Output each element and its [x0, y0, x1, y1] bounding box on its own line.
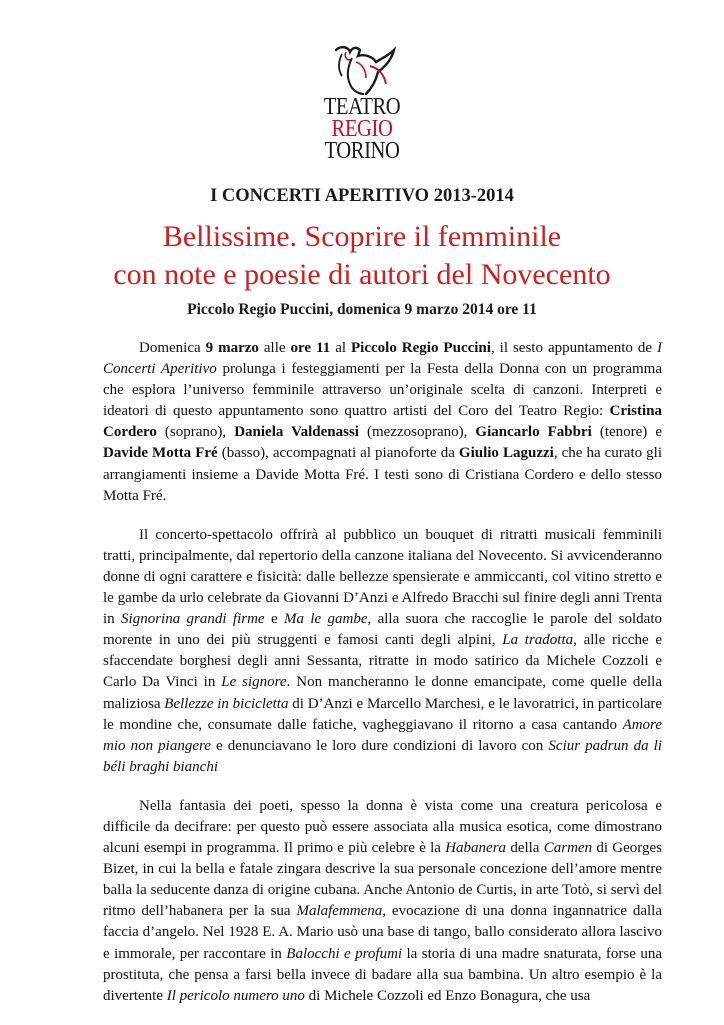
text-run: , alle ricche e sfaccendate borghesi degli anni Sessanta, ritratte in modo satirico da Michele Cozzoli e Carlo Da Vinci in	[103, 632, 662, 691]
bold-text: Piccolo Regio Puccini	[351, 340, 491, 356]
bull-emblem-icon	[322, 44, 402, 96]
italic-title: Amore mio non piangere	[103, 716, 662, 754]
title-line-1: Bellissime. Scoprire il femminile	[162, 220, 562, 253]
bold-text: ore 11	[290, 340, 331, 356]
text-run: (mezzosoprano),	[358, 424, 476, 441]
bold-text: Daniela Valdenassi	[234, 424, 359, 441]
italic-title: Balocchi e profumi	[286, 945, 403, 962]
bold-text: 9 marzo	[205, 340, 259, 356]
italic-title: Bellezze in bicicletta	[164, 695, 289, 712]
italic-title: Habanera	[445, 840, 507, 857]
logo-word-regio: REGIO	[331, 116, 393, 142]
text-run: alle	[258, 340, 291, 356]
paragraph-1	[103, 338, 662, 507]
text-run: di D’Anzi e Marcello Marchesi, e le lavoratrici, in particolare le mondine che, consumate dalle fatiche, vagheggiavano il ritorno a casa cantando	[103, 695, 663, 733]
text-run: , evocazione di una donna ingannatrice dalla faccia d’angelo. Nel 1928 E. A. Mario usò una base di tango, ballo considerato allora lascivo e immorale, per raccontare in	[103, 903, 662, 962]
venue-date-line: Piccolo Regio Puccini, domenica 9 marzo 2014 ore 11	[187, 301, 537, 318]
bold-text: Giancarlo Fabbri	[475, 424, 592, 441]
bold-text: Davide Motta Fré	[103, 445, 218, 462]
paragraph-3	[103, 796, 662, 1007]
text-run: . Non mancheranno le donne emancipate, come quelle della maliziosa	[103, 674, 663, 712]
italic-title: Sciur padrun da li béli braghi bianchi	[103, 737, 663, 775]
text-run: Il concerto-spettacolo offrirà al pubblico un bouquet di ritratti musicali femminili tratti, principalmente, dal repertorio della canzone italiana del Novecento. Si avvicenderanno donne di ogni carattere e fisicità: dalle bellezze spensierate e ammiccanti, col vitino stretto e le gambe da urlo celebrate da Giovanni D’Anzi e Alfredo Bracchi sul finire degli anni Trenta in	[103, 526, 662, 628]
text-run: prolunga i festeggiamenti per la Festa della Donna con un programma che esplora l’universo femminile attraverso un’originale scelta di canzoni. Interpreti e ideatori di questo appuntamento sono quattro artisti del Coro del Teatro Regio:	[103, 361, 662, 420]
text-run: , alla suora che raccoglie le parole del soldato morente in uno dei più struggenti e famosi canti degli alpini,	[103, 611, 662, 649]
text-run: della	[506, 840, 544, 857]
text-run: di Georges Bizet, in cui la bella e fatale zingara descrive la sua personale concezione dell’amore mentre balla la seducente danza di origine cubana. Anche Antonio de Curtis, in arte Totò, si servì del ritmo dell’habanera per la sua	[103, 840, 662, 920]
italic-title: La tradotta	[502, 632, 574, 649]
article-body	[103, 338, 662, 1025]
italic-title: Signorina grandi firme	[121, 611, 265, 628]
italic-title: Malafemmena	[296, 903, 383, 920]
logo-word-torino: TORINO	[324, 138, 400, 164]
text-run: Nella fantasia dei poeti, spesso la donna è vista come una creatura pericolosa e difficile da decifrare: per questo può essere associata alla musica esotica, come dimostrano alcuni esempi in programma. Il primo e più celebre è la	[103, 797, 662, 857]
logo-word-teatro: TEATRO	[323, 94, 401, 120]
text-run: al	[330, 340, 352, 356]
series-heading: I CONCERTI APERITIVO 2013-2014	[210, 186, 514, 206]
text-run: , il sesto appuntamento de	[490, 340, 658, 356]
teatro-regio-logo	[312, 44, 412, 162]
text-run: e	[264, 611, 284, 628]
text-run: di Michele Cozzoli ed Enzo Bonagura, che usa	[304, 987, 591, 1004]
text-run: la storia di una madre snaturata, forse una prostituta, che pensa a farsi bella invece di badare alla sua bambina. Un altro esempio è la divertente	[103, 945, 662, 1004]
bold-text: Giulio Laguzzi	[458, 445, 554, 462]
title-line-2: con note e poesie di autori del Novecento	[113, 258, 611, 291]
italic-title: I Concerti Aperitivo	[103, 340, 663, 378]
italic-title: Il pericolo numero uno	[166, 987, 305, 1004]
text-run: , che ha curato gli arrangiamenti insieme a Davide Motta Fré. I testi sono di Cristiana Cordero e dello stesso Motta Fré.	[103, 445, 662, 504]
italic-title: Ma le gambe	[283, 611, 368, 628]
text-run: (soprano),	[156, 424, 235, 441]
bold-text: Cristina Cordero	[103, 403, 662, 441]
text-run: e denunciavano le loro dure condizioni di lavoro con	[210, 737, 549, 754]
paragraph-2	[103, 525, 662, 778]
text-run: (basso), accompagnati al pianoforte da	[217, 445, 459, 462]
italic-title: Le signore	[221, 674, 287, 691]
text-run: (tenore) e	[591, 424, 662, 441]
document-title	[0, 218, 724, 294]
text-run: Domenica	[139, 340, 206, 356]
italic-title: Carmen	[543, 840, 593, 857]
